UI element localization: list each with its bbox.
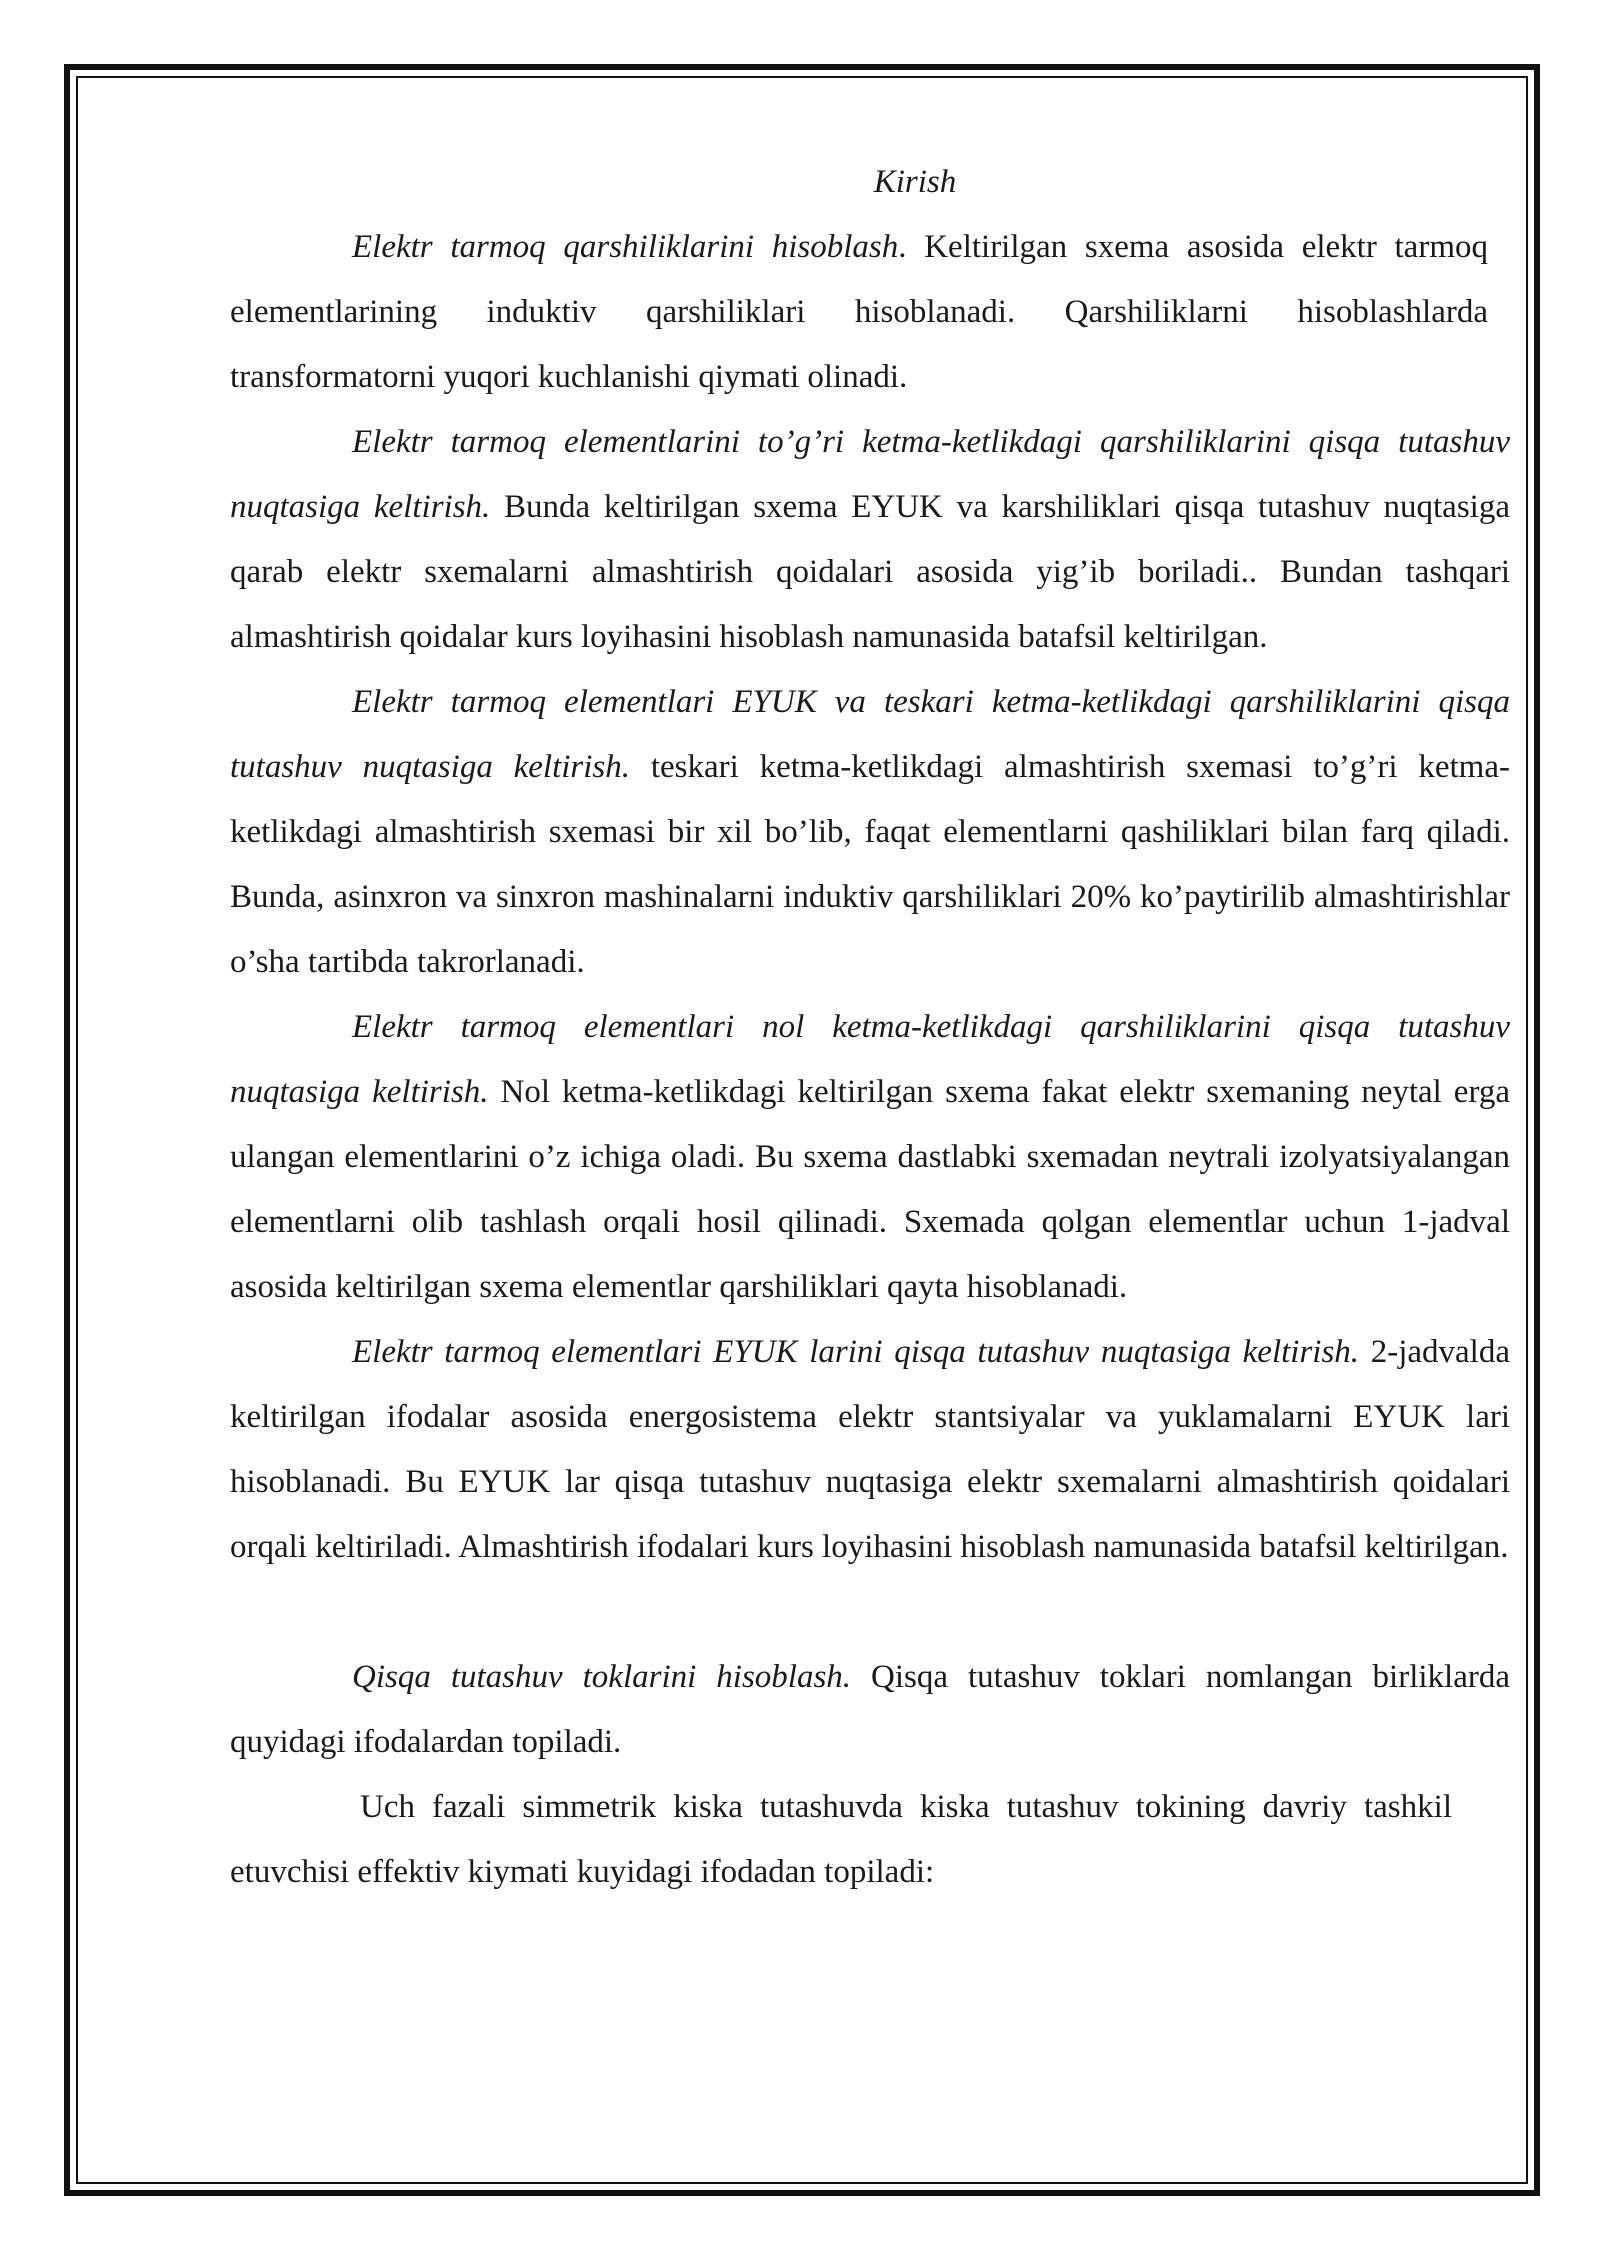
paragraph-3-text: teskari ketma-ketlikdagi almashtirish sxemasi to’g’ri ketma-ketlikdagi almashtirish sxemasi bir xil bo’lib, faqat elementlarni qashiliklari bilan farq qiladi. Bunda, asinxron va sinxron mashinalarni induktiv qarshiliklari 20% ko’paytirilib almashtirishlar o’sha tartibda takrorlanadi. bbox=[230, 749, 1510, 980]
paragraph-6 bbox=[230, 1645, 1510, 1775]
paragraph-1-text: . Keltirilgan sxema asosida elektr tarmoq elementlarining induktiv qarshiliklari hisoblanadi. Qarshiliklarni hisoblashlarda transformatorni yuqori kuchlanishi qiymati olinadi. bbox=[230, 229, 1488, 395]
paragraph-5-text: 2-jadvalda keltirilgan ifodalar asosida energosistema elektr stantsiyalar va yuklamalarni EYUK lari hisoblanadi. Bu EYUK lar qisqa tutashuv nuqtasiga elektr sxemalarni almashtirish qoidalari orqali keltiriladi. Almashtirish ifodalari kurs loyihasini hisoblash namunasida batafsil keltirilgan. bbox=[230, 1334, 1510, 1565]
paragraph-1 bbox=[230, 215, 1488, 410]
paragraph-5 bbox=[230, 1320, 1510, 1580]
paragraph-4-heading: Elektr tarmoq elementlari nol ketma-ketlikdagi qarshiliklarini qisqa tutashuv nuqtasiga keltirish. bbox=[230, 1009, 1510, 1110]
paragraph-2-heading: Elektr tarmoq elementlarini to’g’ri ketma-ketlikdagi qarshiliklarini qisqa tutashuv nuqtasiga keltirish. bbox=[230, 424, 1510, 525]
paragraph-4-text: Nol ketma-ketlikdagi keltirilgan sxema fakat elektr sxemaning neytal erga ulangan elementlarini o’z ichiga oladi. Bu sxema dastlabki sxemadan neytrali izolyatsiyalangan elementlarni olib tashlash orqali hosil qilinadi. Sxemada qolgan elementlar uchun 1-jadval asosida keltirilgan sxema elementlar qarshiliklari qayta hisoblanadi. bbox=[230, 1074, 1510, 1305]
paragraph-3 bbox=[230, 670, 1510, 995]
paragraph-2 bbox=[230, 410, 1510, 670]
paragraph-7 bbox=[230, 1775, 1452, 1905]
paragraph-1-heading: Elektr tarmoq qarshiliklarini hisoblash bbox=[352, 229, 899, 265]
paragraph-gap bbox=[230, 1580, 1510, 1645]
paragraph-3-heading: Elektr tarmoq elementlari EYUK va teskari ketma-ketlikdagi qarshiliklarini qisqa tutashuv nuqtasiga keltirish. bbox=[230, 684, 1510, 785]
paragraph-2-text: Bunda keltirilgan sxema EYUK va karshiliklari qisqa tutashuv nuqtasiga qarab elektr sxemalarni almashtirish qoidalari asosida yig’ib boriladi.. Bundan tashqari almashtirish qoidalar kurs loyihasini hisoblash namunasida batafsil keltirilgan. bbox=[230, 489, 1510, 655]
paragraph-5-heading: Elektr tarmoq elementlari EYUK larini qisqa tutashuv nuqtasiga keltirish. bbox=[352, 1334, 1360, 1370]
document-title: Kirish bbox=[873, 164, 957, 200]
paragraph-6-heading: Qisqa tutashuv toklarini hisoblash. bbox=[352, 1659, 852, 1695]
document-body bbox=[230, 150, 1510, 1905]
paragraph-7-text: Uch fazali simmetrik kiska tutashuvda kiska tutashuv tokining davriy tashkil etuvchisi effektiv kiymati kuyidagi ifodadan topiladi: bbox=[230, 1789, 1452, 1890]
paragraph-6-text: Qisqa tutashuv toklari nomlangan birliklarda quyidagi ifodalardan topiladi. bbox=[230, 1659, 1510, 1760]
paragraph-4 bbox=[230, 995, 1510, 1320]
